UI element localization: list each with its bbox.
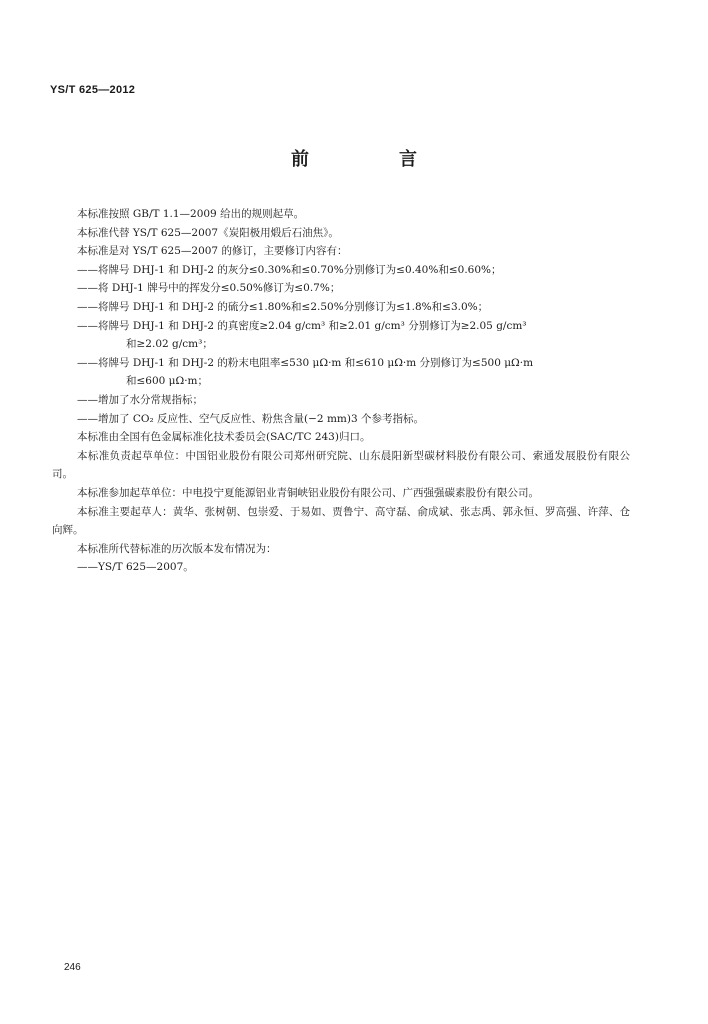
paragraph-history-intro: 本标准所代替标准的历次版本发布情况为： [77,542,277,555]
foreword-body [52,205,630,577]
revision-item-density: ——将牌号 DHJ-1 和 DHJ-2 的真密度≥2.04 g/cm³ 和≥2.01 g/cm³ 分别修订为≥2.05 g/cm³ [77,319,527,332]
revision-item-density-cont: 和≥2.02 g/cm³； [126,338,213,351]
paragraph-revision-intro: 本标准是对 YS/T 625—2007 的修订，主要修订内容有： [77,245,348,258]
paragraph-drafting-rules: 本标准按照 GB/T 1.1—2009 给出的规则起草。 [77,208,305,220]
paragraph-responsible-units: 本标准负责起草单位：中国铝业股份有限公司郑州研究院、山东晨阳新型碳材料股份有限公司、索通发展股份有限公司。 [52,449,630,481]
paragraph-participating-units: 本标准参加起草单位：中电投宁夏能源铝业青铜峡铝业股份有限公司、广西强强碳素股份有限公司。 [77,486,539,499]
paragraph-replaces: 本标准代替 YS/T 625—2007《炭阳极用煅后石油焦》。 [77,226,339,239]
revision-item-resistivity-cont: 和≤600 μΩ·m； [126,375,209,388]
paragraph-drafters: 本标准主要起草人：黄华、张树朝、包崇爱、于易如、贾鲁宁、高守磊、俞成斌、张志禹、郭永恒、罗高强、许萍、仓向辉。 [52,505,630,537]
revision-item-volatile: ——将 DHJ-1 牌号中的挥发分≤0.50%修订为≤0.7%； [77,282,341,295]
page-number: 246 [64,962,81,973]
paragraph-committee: 本标准由全国有色金属标准化技术委员会(SAC/TC 243)归口。 [77,431,371,444]
history-item: ——YS/T 625—2007。 [77,561,194,574]
revision-item-sulfur: ——将牌号 DHJ-1 和 DHJ-2 的硫分≤1.80%和≤2.50%分别修订为≤1.8%和≤3.0%； [77,300,489,313]
standard-code: YS/T 625—2012 [50,84,136,96]
revision-item-moisture: ——增加了水分常规指标； [77,393,203,406]
revision-item-reference-indexes: ——增加了 CO₂ 反应性、空气反应性、粉焦含量(−2 mm)3 个参考指标。 [77,412,424,425]
revision-item-ash: ——将牌号 DHJ-1 和 DHJ-2 的灰分≤0.30%和≤0.70%分别修订为≤0.40%和≤0.60%； [77,263,502,276]
page-title: 前 言 [291,149,453,170]
revision-item-resistivity: ——将牌号 DHJ-1 和 DHJ-2 的粉末电阻率≤530 μΩ·m 和≤610 μΩ·m 分别修订为≤500 μΩ·m [77,356,534,369]
